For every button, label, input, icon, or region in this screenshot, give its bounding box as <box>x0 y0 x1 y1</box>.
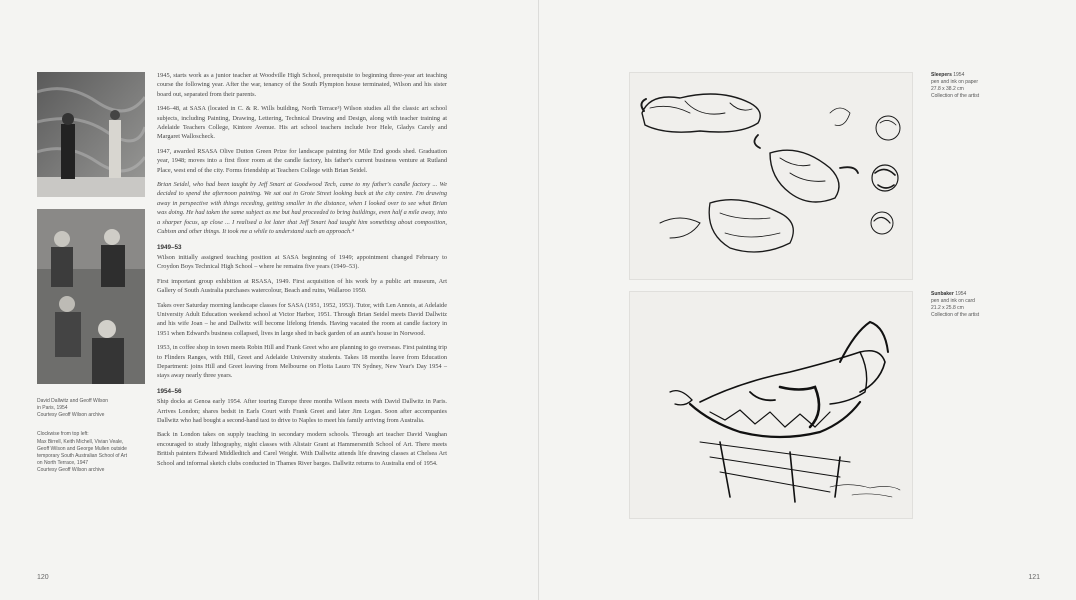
paragraph: 1945, starts work as a junior teacher at Woodville High School, prerequisite to beginning three-year art teaching course the following year. After the war, tenancy of the South Plympton house terminated, Wilson and his sister board out, separated from their parents. <box>157 72 447 98</box>
paragraph: Ship docks at Genoa early 1954. After touring Europe three months Wilson meets with David Dallwitz in Paris. Arrives London; shares bedsit in Earls Court with Frank Greet and later Jim Logan. Soon after accompanies Dallwitz who had bought a second-hand taxi to drive to Naples to meet his family arriving from Australia. <box>157 398 447 424</box>
paragraph: First important group exhibition at RSASA, 1949. First acquisition of his work by a public art museum, Art Gallery of South Australia purchases watercolour, Beach and ruins, Wallaroo 1950. <box>157 277 447 295</box>
artwork-year: 1954 <box>955 291 967 297</box>
photo2-caption-line: temporary South Australian School of Art <box>37 453 128 459</box>
caption-sleepers <box>931 72 1051 100</box>
photo1-caption-line: David Dallwitz and Geoff Wilson <box>37 398 109 404</box>
quote-paragraph: Brian Seidel, who had been taught by Jeff Smart at Goodwood Tech, came to my father's candle factory ... We decided to spend the afternoon painting. We sat out in Grote Street looking back at the city centre. I'm drawing away in perspective with things receding, getting smaller in the distance, when I looked over to see what Brian was doing. He had taken the same subject as me but had proceeded to bring buildings, even half a mile away, into a sharper focus, up close ... I realised a lot later that Jeff Smart had taught him something about composition, Cubism and other things. It took me a while to understand such an approach.⁴ <box>157 181 447 236</box>
sketch-sleepers <box>629 72 913 280</box>
artwork-size: 21.2 x 25.8 cm <box>931 305 964 311</box>
right-page <box>538 0 1076 600</box>
paragraph: 1946–48, at SASA (located in C. & R. Wills building, North Terrace³) Wilson studies all the classic art school subjects, including Painting, Drawing, Lettering, Technical Drawing and Design, along with teacher training at Adelaide Teachers College, Kintore Avenue. His art school teachers include Ivor Hele, Gladys Carely and Margaret Walloscheck. <box>157 105 447 141</box>
photo1-caption <box>37 398 152 419</box>
caption-sunbaker <box>931 291 1051 319</box>
page-number-left: 120 <box>37 574 49 581</box>
photo1-caption-line: in Paris, 1954 <box>37 405 68 411</box>
artwork-medium: pen and ink on card <box>931 298 975 304</box>
photo-group-outside-school <box>37 209 145 384</box>
photo2-caption-line: Max Birrell, Keith Michell, Vivian Veale, <box>37 439 124 445</box>
photo2-caption-line: Courtesy Geoff Wilson archive <box>37 467 105 473</box>
paragraph: Takes over Saturday morning landscape classes for SASA (1951, 1952, 1953). Tutor, with Len Annois, at Adelaide University Adult Education weekend school at Victor Harbor, 1951. Through Brian Seidel meets David Dallwitz and his wife Joan – he and Dallwitz will become lifelong friends. Having vacated the room at candle factory in 1951 when Edward's business collapsed, lives in large shed in back garden of an aunt's house in Norwood. <box>157 301 447 337</box>
artwork-title: Sleepers <box>931 72 952 78</box>
paragraph: 1953, in coffee shop in town meets Robin Hill and Frank Greet who are planning to go overseas. First painting trip to Flinders Ranges, with Hill, Greet and Adelaide University students. Takes 18 months leave from Education Department: joins Hill and Greet leaving from Melbourne on Flotta Lauro TN Sydney, New Year's Day 1954 – stays away nearly three years. <box>157 344 447 380</box>
photo-dallwitz-wilson-paris <box>37 72 145 197</box>
photo2-caption-line: Geoff Wilson and George Mullen outside <box>37 446 127 452</box>
photo2-caption-line: on North Terrace, 1947 <box>37 460 89 466</box>
paragraph: 1947, awarded RSASA Olive Dutton Green Prize for landscape painting for Mile End goods shed. Graduation year, 1948; moves into a first floor room at the candle factory, his father's current business venture at Rutland Place, west end of the city. Forms friendship at Teachers College with Brian Seidel. <box>157 147 447 174</box>
section-heading-1954-56: 1954–56 <box>157 387 182 395</box>
paragraph: Back in London takes on supply teaching in secondary modern schools. Through art teacher David Vaughan encouraged to study lithography, night classes with Alistair Grant at Hammersmith School of Art. There meets British painters Edward Middleditch and Carel Weight. With Dallwitz attends life drawing classes at Chelsea Art School and informal sketch clubs conducted in Thames River barges. Dallwitz returns to Australia end of 1954. <box>157 431 447 467</box>
chronology-text <box>157 71 447 473</box>
artwork-credit: Collection of the artist <box>931 93 980 99</box>
artwork-credit: Collection of the artist <box>931 312 980 318</box>
photo2-caption-heading: Clockwise from top left: <box>37 431 89 437</box>
sketch-sunbaker <box>629 291 913 519</box>
photo2-caption <box>37 431 155 474</box>
page-number-right: 121 <box>1028 574 1040 581</box>
section-heading-1949-53: 1949–53 <box>157 243 182 251</box>
artwork-year: 1954 <box>953 72 965 78</box>
artwork-size: 27.8 x 38.2 cm <box>931 86 964 92</box>
paragraph: Wilson initially assigned teaching position at SASA beginning of 1949; appointment changed February to Croydon Boys Technical High School – where he remains five years (1949–53). <box>157 253 447 271</box>
photo1-caption-line: Courtesy Geoff Wilson archive <box>37 412 105 418</box>
artwork-title: Sunbaker <box>931 291 954 297</box>
artwork-medium: pen and ink on paper <box>931 79 978 85</box>
